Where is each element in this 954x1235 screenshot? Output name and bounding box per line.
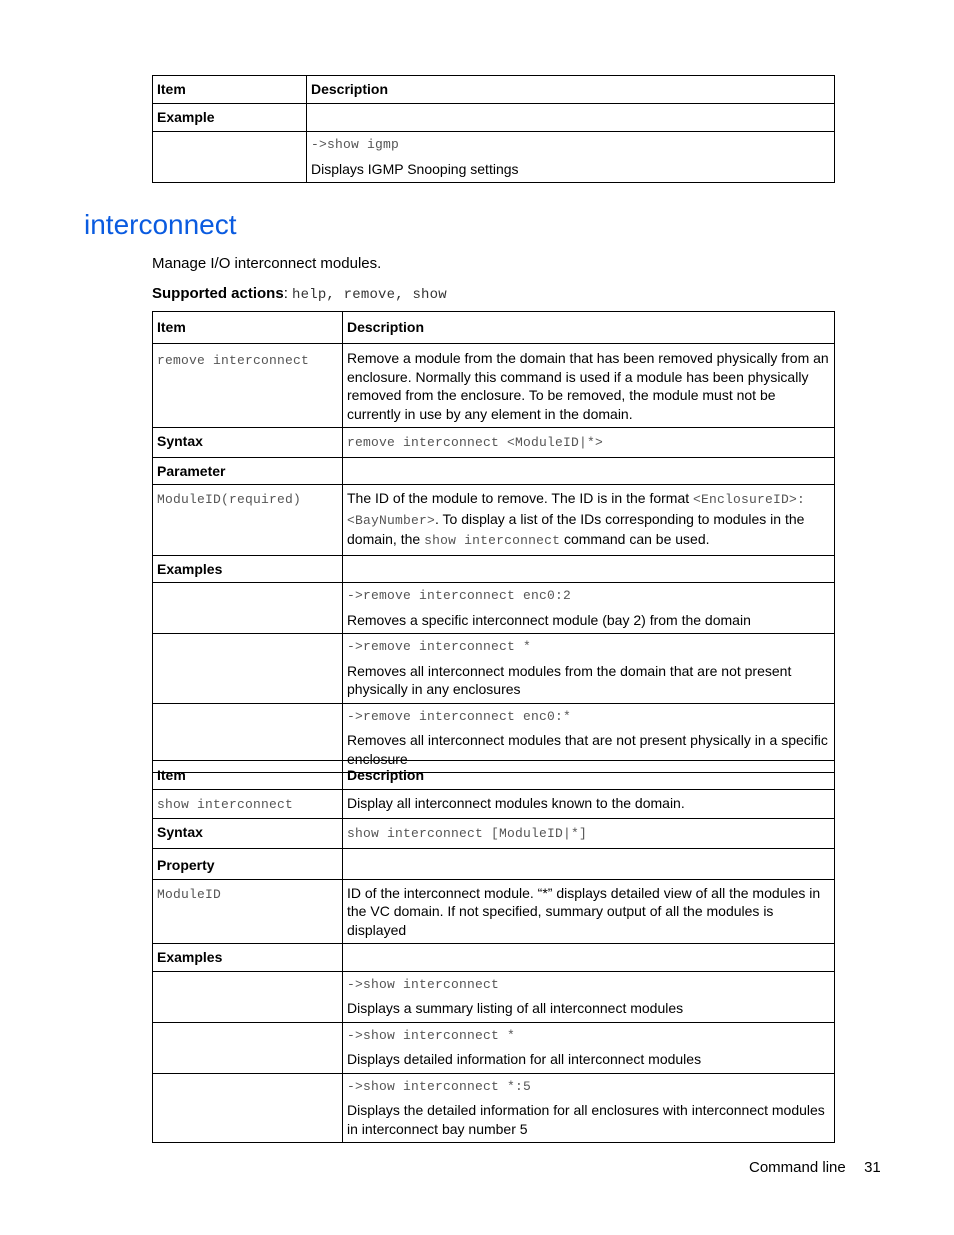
footer-section: Command line <box>749 1159 846 1176</box>
property-name: ModuleID <box>157 886 222 902</box>
param-desc-text: . To display a list of the IDs corresponding to modules in the domain, the <box>347 510 805 547</box>
parameter-name: ModuleID(required) <box>157 492 302 507</box>
param-desc-command: show interconnect <box>424 533 561 548</box>
example-description: Displays the detailed information for all enclosures with interconnect modules in interconnect bay number 5 <box>347 1102 825 1137</box>
row-label-property: Property <box>153 849 343 880</box>
row-label-example: Example <box>153 104 307 132</box>
empty-cell <box>343 849 835 880</box>
empty-cell <box>153 1022 343 1073</box>
supported-actions-label: Supported actions <box>152 285 284 302</box>
row-label-examples: Examples <box>153 555 343 583</box>
command-name: remove interconnect <box>157 353 310 368</box>
example-description: Displays a summary listing of all interconnect modules <box>347 1000 684 1016</box>
param-desc-text: The ID of the module to remove. The ID is in the format <box>347 490 694 506</box>
empty-cell <box>153 583 343 634</box>
empty-cell <box>343 457 835 485</box>
example-cell <box>343 1022 835 1073</box>
syntax-value: remove interconnect <ModuleID|*> <box>347 435 604 450</box>
page-number: 31 <box>864 1159 881 1176</box>
table-header-description: Description <box>343 761 835 790</box>
empty-cell <box>153 132 307 183</box>
property-description: ID of the interconnect module. “*” displays detailed view of all the modules in the VC domain. If not specified, summary output of all the modules is displayed <box>343 879 835 944</box>
show-interconnect-table <box>152 760 835 1143</box>
row-label-parameter: Parameter <box>153 457 343 485</box>
empty-cell <box>343 944 835 972</box>
example-command: ->remove interconnect enc0:* <box>347 708 572 724</box>
remove-interconnect-table <box>152 311 835 773</box>
table-header-description: Description <box>307 76 835 104</box>
table-header-item: Item <box>153 76 307 104</box>
command-description: Display all interconnect modules known to the domain. <box>343 789 835 819</box>
empty-cell <box>307 104 835 132</box>
supported-actions-colon: : <box>283 285 293 302</box>
table-header-item: Item <box>153 312 343 344</box>
example-command: ->show interconnect *:5 <box>347 1078 532 1094</box>
example-command: ->show igmp <box>311 137 400 152</box>
example-cell <box>343 971 835 1022</box>
example-description: Removes a specific interconnect module (bay 2) from the domain <box>347 611 751 628</box>
row-label-examples: Examples <box>153 944 343 972</box>
example-description: Removes all interconnect modules from the domain that are not present physically in any enclosures <box>347 662 792 697</box>
empty-cell <box>343 555 835 583</box>
row-label-syntax: Syntax <box>153 819 343 849</box>
empty-cell <box>153 634 343 704</box>
example-description: Displays IGMP Snooping settings <box>311 160 519 177</box>
table-header-description: Description <box>343 312 835 344</box>
example-command: ->remove interconnect enc0:2 <box>347 588 572 603</box>
example-command: ->show interconnect * <box>347 1027 516 1043</box>
example-command: ->show interconnect <box>347 976 500 992</box>
param-desc-format: <EnclosureID>:<BayNumber> <box>347 492 806 528</box>
example-cell <box>307 132 835 183</box>
page-footer <box>749 1159 881 1176</box>
parameter-description <box>343 485 835 556</box>
example-description: Removes all interconnect modules that are not present physically in a specific enclosure <box>347 732 828 767</box>
supported-actions-line <box>152 285 447 303</box>
empty-cell <box>153 971 343 1022</box>
top-command-table <box>152 75 835 183</box>
param-desc-text: command can be used. <box>560 531 710 547</box>
section-title: interconnect <box>84 209 237 240</box>
example-command: ->remove interconnect * <box>347 639 532 654</box>
example-cell <box>343 583 835 634</box>
section-intro: Manage I/O interconnect modules. <box>152 255 382 272</box>
syntax-value: show interconnect [ModuleID|*] <box>347 826 588 841</box>
table-header-item: Item <box>153 761 343 790</box>
empty-cell <box>153 1073 343 1143</box>
example-cell <box>343 1073 835 1143</box>
supported-actions-values: help, remove, show <box>292 287 447 303</box>
example-description: Displays detailed information for all interconnect modules <box>347 1051 702 1067</box>
command-description: Remove a module from the domain that has been removed physically from an enclosure. Normally this command is used if a module has been physically removed from the enclosure. To be removed, the module must not be currently in use by any element in the domain. <box>343 344 835 428</box>
command-name: show interconnect <box>157 796 294 812</box>
row-label-syntax: Syntax <box>153 428 343 458</box>
example-cell <box>343 634 835 704</box>
